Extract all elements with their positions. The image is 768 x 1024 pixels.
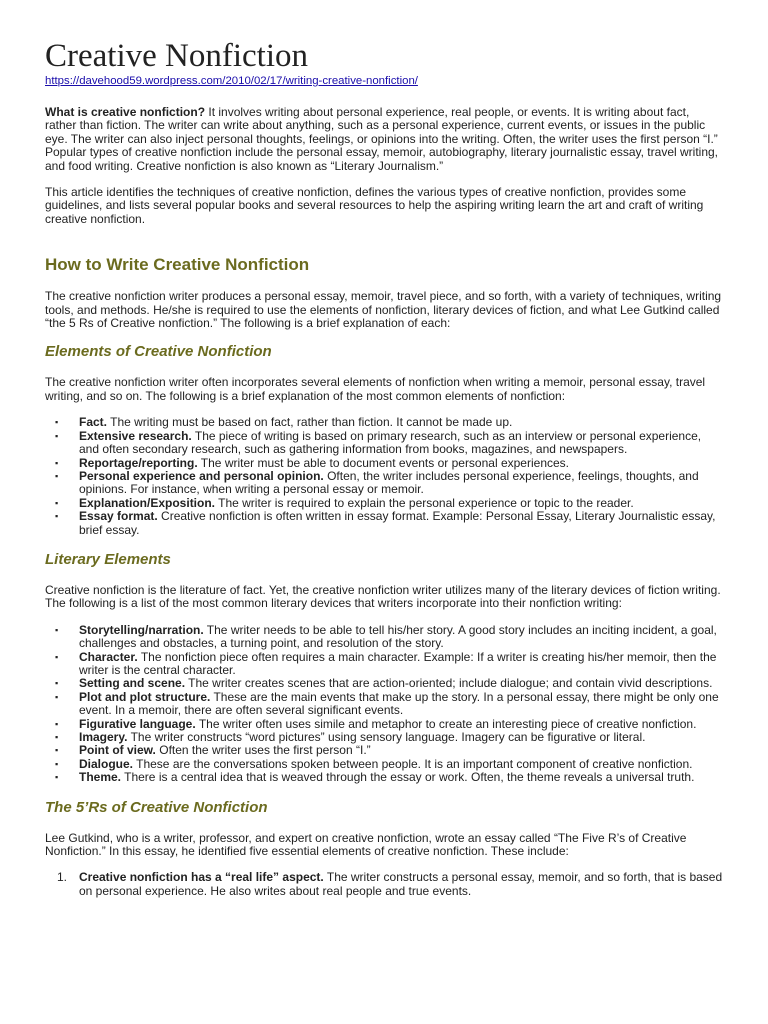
document-title: Creative Nonfiction bbox=[45, 38, 309, 74]
bullet-icon: ▪ bbox=[55, 511, 59, 522]
item-text: The writer needs to be able to tell his/her story. A good story includes an inciting incident, a goal, challenges and obstacles, a turning point, and resolution of the story. bbox=[79, 622, 717, 651]
elements-heading: Elements of Creative Nonfiction bbox=[45, 343, 272, 361]
literary-list bbox=[45, 624, 723, 785]
item-text: The writer constructs a personal essay, memoir, and so forth, that is based on personal experience. He also writes about real people and true events. bbox=[79, 870, 723, 898]
bullet-icon: ▪ bbox=[55, 678, 59, 689]
item-term: Imagery. bbox=[79, 730, 128, 744]
bullet-icon: ▪ bbox=[55, 718, 59, 729]
list-item bbox=[55, 689, 723, 718]
five-rs-list bbox=[45, 871, 723, 898]
how-to-paragraph: The creative nonfiction writer produces a personal essay, memoir, travel piece, and so forth, with a variety of techniques, writing tools, and methods. He/she is required to use the elements of nonfiction, literary devices of fiction, and what Lee Gutkind called “the 5 Rs of Creative nonfiction.” The following is a brief explanation of each: bbox=[45, 289, 722, 331]
literary-paragraph: Creative nonfiction is the literature of fact. Yet, the creative nonfiction writer utilizes many of the literary devices of fiction writing. The following is a list of the most common literary devices that writers incorporate into their nonfiction writing: bbox=[45, 582, 721, 611]
list-item bbox=[55, 770, 723, 785]
item-text: Creative nonfiction is often written in essay format. Example: Personal Essay, Literary Journalistic essay, brief essay. bbox=[79, 509, 716, 537]
item-text: The writer must be able to document events or personal experiences. bbox=[197, 455, 569, 470]
item-term: Theme. bbox=[79, 770, 122, 785]
list-item bbox=[55, 509, 723, 537]
intro-paragraph-2: This article identifies the techniques of creative nonfiction, defines the various types of creative nonfiction, provides some guidelines, and lists several popular books and several resources to help the aspiring writing learn the art and craft of writing creative nonfiction. bbox=[45, 185, 704, 226]
item-term: Extensive research. bbox=[79, 428, 192, 443]
item-text: The writer constructs “word pictures” using sensory language. Imagery can be figurative or literal. bbox=[127, 730, 646, 744]
bullet-icon: ▪ bbox=[55, 651, 59, 662]
item-term: Figurative language. bbox=[79, 716, 196, 731]
item-term: Setting and scene. bbox=[79, 676, 186, 691]
list-item bbox=[55, 676, 723, 691]
item-term: Explanation/Exposition. bbox=[79, 495, 216, 510]
source-link[interactable]: https://davehood59.wordpress.com/2010/02/17/writing-creative-nonfiction/ bbox=[45, 75, 418, 87]
item-term: Personal experience and personal opinion. bbox=[79, 468, 324, 483]
item-text: The writer often uses simile and metaphor to create an interesting piece of creative nonfiction. bbox=[195, 716, 697, 731]
list-item bbox=[55, 428, 723, 457]
elements-paragraph: The creative nonfiction writer often incorporates several elements of nonfiction when writing a memoir, personal essay, travel writing, and so on. The following is a brief explanation of the most common elements of nonfiction: bbox=[45, 375, 706, 403]
bullet-icon: ▪ bbox=[55, 732, 59, 742]
five-rs-paragraph: Lee Gutkind, who is a writer, professor, and expert on creative nonfiction, wrote an essay called “The Five R’s of Creative Nonfiction.” In this essay, he identified five essential elements of creative nonfiction. These include: bbox=[45, 830, 687, 859]
bullet-icon: ▪ bbox=[55, 430, 59, 441]
list-item bbox=[55, 743, 723, 758]
item-term: Reportage/reporting. bbox=[79, 455, 198, 470]
list-item bbox=[55, 415, 723, 430]
bullet-icon: ▪ bbox=[55, 470, 59, 481]
bullet-icon: ▪ bbox=[55, 497, 59, 508]
item-term: Point of view. bbox=[79, 743, 156, 758]
item-text: The piece of writing is based on primary research, such as an interview or personal experience, and often secondary research, such as gathering information from books, magazines, and newspapers. bbox=[79, 428, 702, 457]
item-text: These are the conversations spoken between people. It is an important component of creative nonfiction. bbox=[133, 756, 693, 771]
item-text: The nonfiction piece often requires a main character. Example: If a writer is creating his/her memoir, then the writer is the central character. bbox=[79, 649, 717, 677]
item-text: Often, the writer includes personal experience, feelings, thoughts, and opinions. For instance, when writing a personal essay or memoir. bbox=[79, 468, 699, 497]
bullet-icon: ▪ bbox=[55, 772, 59, 783]
bullet-icon: ▪ bbox=[55, 745, 59, 756]
list-item bbox=[55, 716, 723, 731]
item-term: Fact. bbox=[79, 415, 108, 430]
literary-heading: Literary Elements bbox=[45, 550, 171, 568]
list-item bbox=[57, 870, 723, 898]
list-item bbox=[55, 730, 723, 744]
item-text: These are the main events that make up the story. In a personal essay, there might be only one event. In a memoir, there are often several significant events. bbox=[79, 689, 719, 718]
item-text: The writer creates scenes that are action-oriented; include dialogue; and contain vivid descriptions. bbox=[185, 676, 713, 691]
item-term: Creative nonfiction has a “real life” aspect. bbox=[79, 870, 324, 885]
bullet-icon: ▪ bbox=[55, 417, 59, 428]
list-item bbox=[55, 622, 723, 651]
bullet-icon: ▪ bbox=[55, 457, 59, 468]
item-text: There is a central idea that is weaved through the essay or work. Often, the theme reveals a universal truth. bbox=[121, 770, 695, 785]
elements-list bbox=[45, 416, 723, 537]
item-term: Dialogue. bbox=[79, 756, 134, 771]
bullet-icon: ▪ bbox=[55, 758, 59, 769]
how-to-heading: How to Write Creative Nonfiction bbox=[45, 255, 310, 275]
item-text: The writing must be based on fact, rather than fiction. It cannot be made up. bbox=[107, 415, 513, 430]
list-item bbox=[55, 495, 723, 510]
bullet-icon: ▪ bbox=[55, 691, 59, 702]
five-rs-heading: The 5’Rs of Creative Nonfiction bbox=[45, 798, 268, 816]
item-term: Character. bbox=[79, 649, 138, 664]
item-term: Storytelling/narration. bbox=[79, 622, 204, 637]
item-term: Essay format. bbox=[79, 509, 158, 524]
intro-lead: What is creative nonfiction? bbox=[45, 105, 206, 119]
list-item bbox=[55, 468, 723, 497]
list-item bbox=[55, 756, 723, 771]
intro-p1-text: It involves writing about personal experience, real people, or events. It is writing about fact, rather than fiction. The writer can write about anything, such as a personal experience, current events, or issues in the public eye. The writer can also inject personal thoughts, feelings, or opinions into the writing. Often, the writer uses the first person “I.” Popular types of creative nonfiction include the personal essay, memoir, autobiography, literary journalistic essay, travel writing, and food writing. Creative nonfiction is also known as “Literary Journalism.” bbox=[45, 105, 718, 173]
item-term: Plot and plot structure. bbox=[79, 689, 211, 704]
item-text: Often the writer uses the first person “I.” bbox=[155, 743, 371, 758]
item-text: The writer is required to explain the personal experience or topic to the reader. bbox=[215, 495, 634, 510]
intro-paragraph-1 bbox=[45, 106, 723, 173]
list-item bbox=[55, 455, 723, 470]
item-number: 1. bbox=[57, 870, 68, 885]
bullet-icon: ▪ bbox=[55, 624, 59, 635]
list-item bbox=[55, 649, 723, 678]
